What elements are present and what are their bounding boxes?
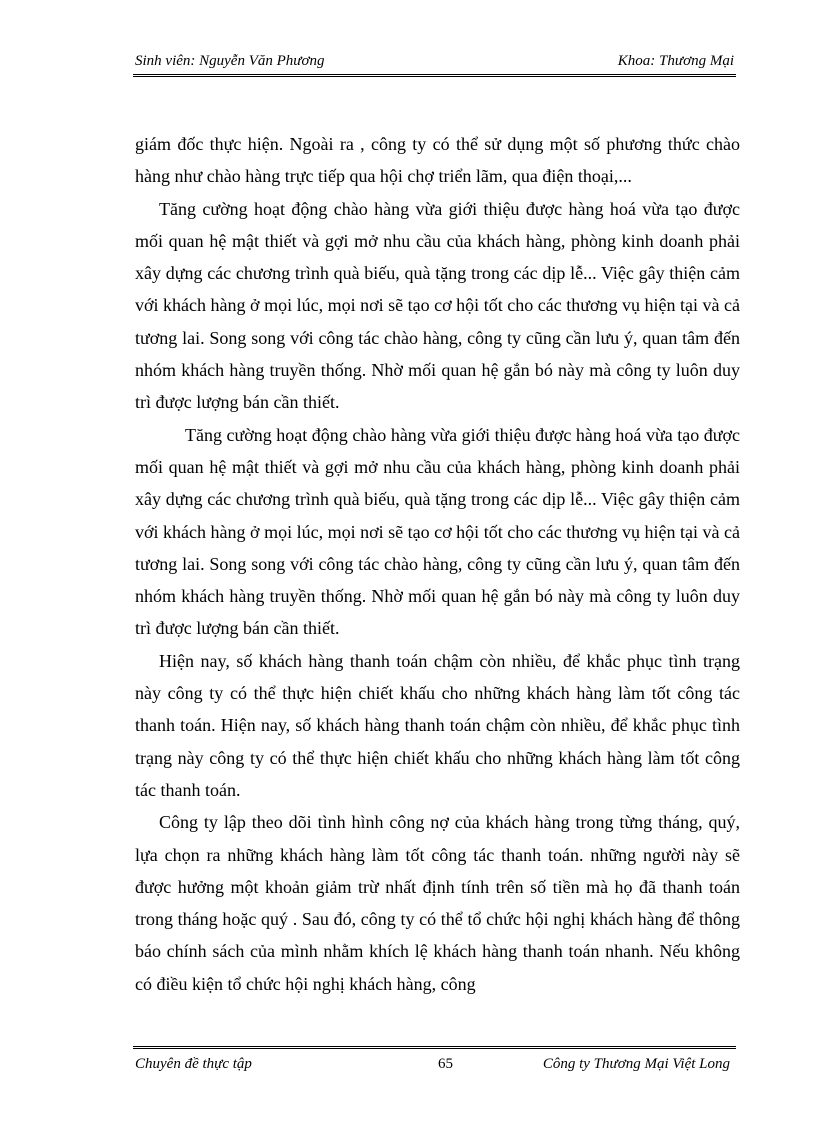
paragraph: Hiện nay, số khách hàng thanh toán chậm còn nhiều, để khắc phục tình trạng này công ty có thể thực hiện chiết khấu cho những khách hàng làm tốt công tác thanh toán. Hiện nay, số khách hàng thanh toán chậm còn nhiều, để khắc phục tình trạng này công ty có thể thực hiện chiết khấu cho những khách hàng làm tốt công tác thanh toán.: [135, 650, 740, 800]
paragraph: Tăng cường hoạt động chào hàng vừa giới thiệu được hàng hoá vừa tạo được mối quan hệ mật thiết và gợi mở nhu cầu của khách hàng, phòng kinh doanh phải xây dựng các chương trình quà biếu, quà tặng trong các dịp lễ... Việc gây thiện cảm với khách hàng ở mọi lúc, mọi nơi sẽ tạo cơ hội tốt cho các thương vụ hiện tại và cả tương lai. Song song với công tác chào hàng, công ty cũng cần lưu ý, quan tâm đến nhóm khách hàng truyền thống. Nhờ mối quan hệ gắn bó này mà công ty luôn duy trì được lượng bán cần thiết.: [135, 424, 740, 639]
footer-divider: [133, 1046, 736, 1049]
header-faculty: Khoa: Thương Mại: [617, 53, 734, 69]
page-number: 65: [438, 1056, 453, 1072]
document-body: [135, 128, 740, 1000]
footer-report-title: Chuyên đề thực tập: [135, 1056, 252, 1072]
page-header: [135, 48, 734, 70]
header-divider: [133, 74, 736, 77]
paragraph: Công ty lập theo dõi tình hình công nợ của khách hàng trong từng tháng, quý, lựa chọn ra những khách hàng làm tốt công tác thanh toán. những người này sẽ được hưởng một khoản giảm trừ nhất định tính trên số tiền mà họ đã thanh toán trong tháng hoặc quý . Sau đó, công ty có thể tổ chức hội nghị khách hàng để thông báo chính sách của mình nhằm khích lệ khách hàng thanh toán nhanh. Nếu không có điều kiện tổ chức hội nghị khách hàng, công: [135, 812, 740, 994]
paragraph: Tăng cường hoạt động chào hàng vừa giới thiệu được hàng hoá vừa tạo được mối quan hệ mật thiết và gợi mở nhu cầu của khách hàng, phòng kinh doanh phải xây dựng các chương trình quà biếu, quà tặng trong các dịp lễ... Việc gây thiện cảm với khách hàng ở mọi lúc, mọi nơi sẽ tạo cơ hội tốt cho các thương vụ hiện tại và cả tương lai. Song song với công tác chào hàng, công ty cũng cần lưu ý, quan tâm đến nhóm khách hàng truyền thống. Nhờ mối quan hệ gắn bó này mà công ty luôn duy trì được lượng bán cần thiết.: [135, 198, 740, 413]
header-student-name: Sinh viên: Nguyễn Văn Phương: [135, 53, 325, 69]
footer-company: Công ty Thương Mại Việt Long: [542, 1056, 730, 1072]
paragraph-continuation: giám đốc thực hiện. Ngoài ra , công ty có thể sử dụng một số phương thức chào hàng như chào hàng trực tiếp qua hội chợ triển lãm, qua điện thoại,...: [135, 134, 740, 187]
page-footer: [135, 1056, 730, 1078]
